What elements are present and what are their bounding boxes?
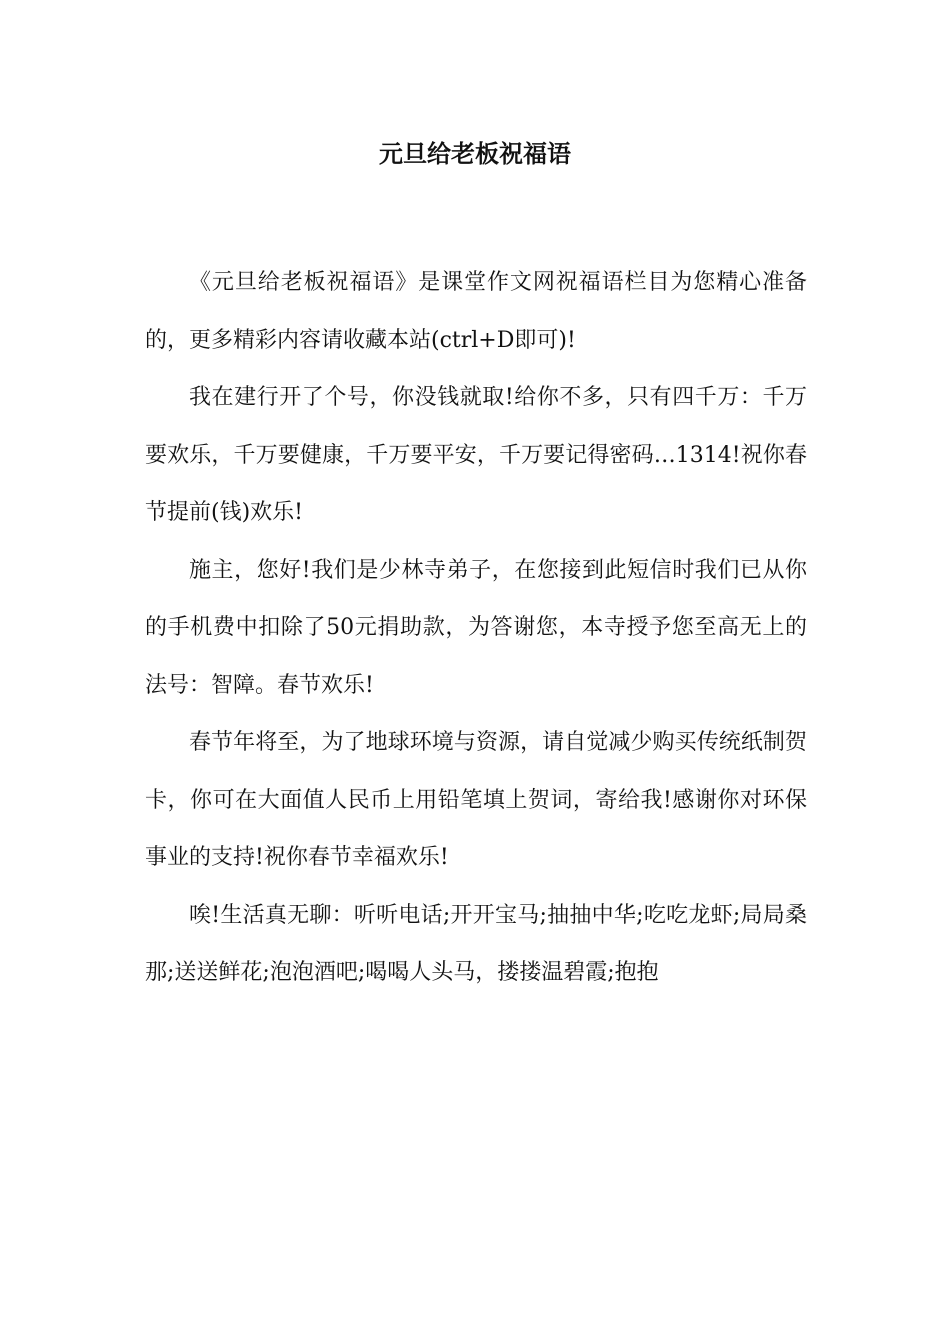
paragraph-intro: 《元旦给老板祝福语》是课堂作文网祝福语栏目为您精心准备的，更多精彩内容请收藏本站(ctrl+D即可)!: [145, 270, 807, 353]
paragraph-shaolin-blessing: 施主，您好!我们是少林寺弟子，在您接到此短信时我们已从你的手机费中扣除了50元捐助款，为答谢您，本寺授予您至高无上的法号：智障。春节欢乐!: [145, 557, 807, 698]
paragraph-boring-life-blessing: 唉!生活真无聊：听听电话;开开宝马;抽抽中华;吃吃龙虾;局局桑那;送送鲜花;泡泡酒吧;喝喝人头马，搂搂温碧霞;抱抱: [145, 902, 807, 985]
document-title: 元旦给老板祝福语: [379, 140, 571, 168]
paragraph-eco-blessing: 春节年将至，为了地球环境与资源，请自觉减少购买传统纸制贺卡，你可在大面值人民币上用铅笔填上贺词，寄给我!感谢你对环保事业的支持!祝你春节幸福欢乐!: [145, 730, 807, 870]
paragraph-bank-blessing: 我在建行开了个号，你没钱就取!给你不多，只有四千万：千万要欢乐，千万要健康，千万要平安，千万要记得密码…1314!祝你春节提前(钱)欢乐!: [145, 385, 807, 525]
document-body: [145, 254, 807, 1002]
